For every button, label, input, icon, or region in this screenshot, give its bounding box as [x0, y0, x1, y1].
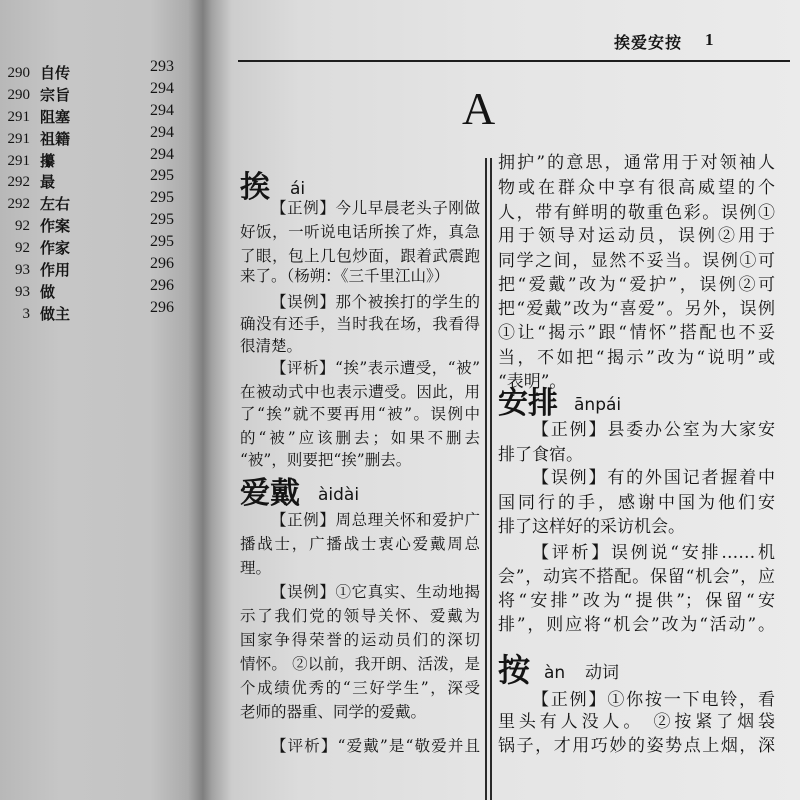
index-page-number: 294 — [150, 146, 174, 163]
entry-line: 示了我们党的领导关怀、爱戴为 — [240, 607, 480, 625]
entry-line: 很清楚。 — [240, 337, 303, 355]
index-page-number: 294 — [150, 124, 174, 141]
entry-line: 用于领导对运动员，误例②用于 — [498, 226, 775, 246]
index-page-ref: 93 — [15, 284, 30, 300]
entry-line: 了“挨”就不要再用“被”。误例中 — [240, 405, 480, 423]
entry-line: 排”，则应将“机会”改为“活动”。 — [498, 615, 775, 635]
header-rule — [238, 60, 790, 62]
entry-line: 的“被”应该删去；如果不删去 — [240, 429, 480, 447]
index-page-ref: 290 — [7, 87, 30, 103]
entry-line: 里头有人没人。 ②按紧了烟袋 — [498, 712, 775, 732]
index-term: 宗旨 — [40, 86, 71, 104]
index-term: 作家 — [40, 239, 71, 257]
entry-line: 同学之间，显然不妥当。误例①可 — [498, 251, 775, 271]
index-page-ref: 292 — [7, 174, 30, 190]
column-divider — [485, 158, 487, 800]
entry-line: 【正例】周总理关怀和爱护广 — [271, 511, 480, 529]
entry-line: 【正例】①你按一下电铃，看 — [532, 690, 775, 710]
headword: 按 — [498, 651, 531, 689]
index-page-number: 294 — [150, 80, 174, 97]
index-page-number: 296 — [150, 277, 174, 294]
column-divider — [490, 158, 492, 800]
entry-line: 情怀。 ②以前，我开朗、活泼，是 — [240, 655, 480, 673]
entry-line: 会”，动宾不搭配。保留“机会”，应 — [498, 567, 775, 587]
index-page-number: 296 — [150, 255, 174, 272]
index-term: 自传 — [40, 64, 71, 82]
index-page-ref: 92 — [15, 240, 30, 256]
index-page-number: 293 — [150, 58, 174, 75]
entry-line: 个成绩优秀的“三好学生”，深受 — [240, 679, 480, 697]
entry-line: 当，不如把“揭示”改为“说明”或 — [498, 348, 775, 368]
entry-line: 把“爱戴”改为“爱护”，误例②可 — [498, 275, 775, 295]
entry-line: 【评析】误例说“安排……机 — [532, 543, 775, 563]
entry-line: 【正例】今儿早晨老头子刚做 — [271, 199, 480, 217]
running-head: 挨爱安按 — [614, 33, 683, 52]
entry-line: 人，带有鲜明的敬重色彩。误例① — [498, 203, 775, 223]
headword: 挨 — [240, 170, 270, 205]
index-page-ref: 92 — [15, 218, 30, 234]
entry-line: 【正例】县委办公室为大家安 — [532, 420, 775, 440]
index-row — [0, 299, 200, 325]
index-term: 做 — [40, 283, 56, 301]
entry-line: 国家争得荣誉的运动员们的深切 — [240, 631, 480, 649]
index-term: 做主 — [40, 305, 71, 323]
entry-line: 将“安排”改为“提供”；保留“安 — [498, 591, 775, 611]
entry-line: 把“爱戴”改为“喜爱”。另外，误例 — [498, 299, 775, 319]
index-page-number: 295 — [150, 189, 174, 206]
index-term: 作用 — [40, 261, 71, 279]
section-letter: A — [462, 83, 496, 134]
index-page-ref: 93 — [15, 262, 30, 278]
index-term: 最 — [40, 173, 56, 191]
entry-line: 锅子，才用巧妙的姿势点上烟，深 — [498, 736, 775, 756]
index-page-ref: 291 — [7, 131, 30, 147]
index-term: 阻塞 — [40, 108, 71, 126]
index-page-number: 296 — [150, 299, 174, 316]
entry-line: 拥护”的意思，通常用于对领袖人 — [498, 153, 775, 173]
entry-line: 老师的器重、同学的爱戴。 — [240, 703, 427, 721]
index-page-number: 295 — [150, 211, 174, 228]
entry-line: 物或在群众中享有很高威望的个 — [498, 178, 775, 198]
entry-line: ①让“揭示”跟“情怀”搭配也不妥 — [498, 323, 775, 343]
index-term: 攥 — [40, 152, 56, 170]
entry-line: 【误例】有的外国记者握着中 — [532, 468, 775, 488]
index-page-ref: 292 — [7, 196, 30, 212]
page-number: 1 — [705, 30, 714, 49]
entry-line: 确没有还手，当时我在场，我看得 — [240, 315, 480, 333]
entry-line: 来了。（杨朔：《三千里江山》） — [240, 267, 450, 285]
index-page-ref: 3 — [22, 306, 30, 322]
index-page-number: 295 — [150, 233, 174, 250]
index-page-ref: 291 — [7, 109, 30, 125]
pinyin: àidài — [318, 485, 360, 505]
entry-line: 了眼，包上几包炒面，跟着武震跑 — [240, 247, 480, 265]
index-page-number: 295 — [150, 167, 174, 184]
entry-line: 播战士，广播战士衷心爱戴周总 — [240, 535, 480, 553]
entry-line: 理。 — [240, 559, 272, 577]
entry-line: “被”，则要把“挨”删去。 — [240, 451, 412, 469]
right-page — [200, 0, 800, 800]
entry-line: 好饭，一听说电话所挨了炸，真急 — [240, 223, 480, 241]
entry-line: “表明”。 — [498, 372, 567, 392]
headword: 安排 — [498, 386, 558, 421]
pinyin: ái — [290, 179, 306, 199]
entry-line: 国同行的手，感谢中国为他们安 — [498, 493, 775, 513]
part-of-speech: 动词 — [585, 663, 619, 683]
index-term: 左右 — [40, 195, 71, 213]
index-term: 祖籍 — [40, 130, 71, 148]
index-page-ref: 291 — [7, 153, 30, 169]
index-term: 作案 — [40, 217, 71, 235]
entry-line: 在被动式中也表示遭受。因此，用 — [240, 383, 480, 401]
entry-line: 【评析】“爱戴”是“敬爱并且 — [271, 737, 480, 755]
entry-line: 排了这样好的采访机会。 — [498, 517, 685, 537]
entry-line: 【评析】“挨”表示遭受，“被” — [271, 359, 480, 377]
left-page — [0, 0, 200, 800]
entry-line: 【误例】①它真实、生动地揭 — [271, 583, 480, 601]
entry-line: 【误例】那个被挨打的学生的 — [271, 293, 480, 311]
index-page-number: 294 — [150, 102, 174, 119]
index-page-ref: 290 — [7, 65, 30, 81]
headword: 爱戴 — [240, 476, 300, 511]
entry-line: 排了食宿。 — [498, 445, 583, 465]
pinyin: àn — [544, 663, 566, 683]
pinyin: ānpái — [574, 395, 622, 415]
